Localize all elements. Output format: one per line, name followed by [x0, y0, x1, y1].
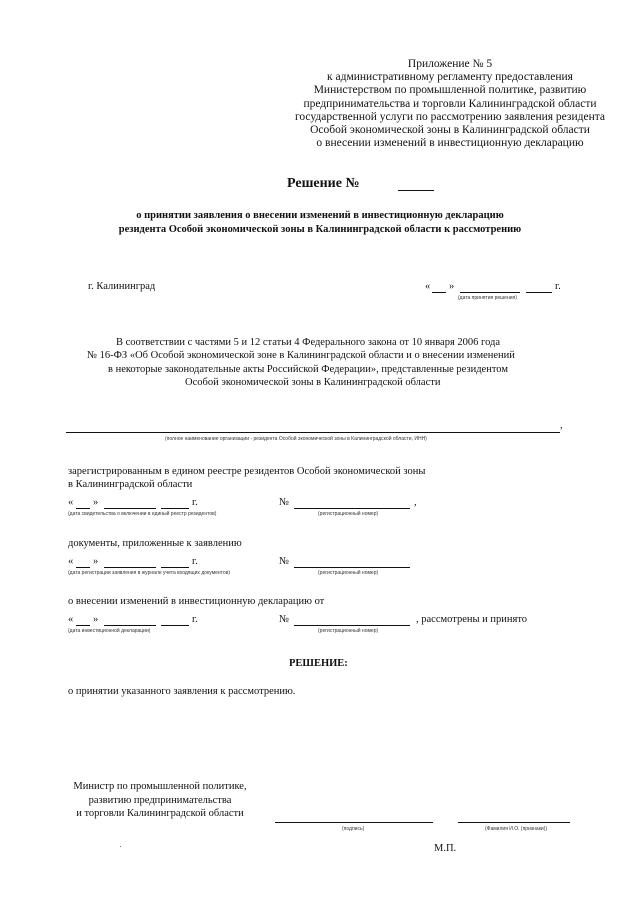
appendix-header: [270, 58, 630, 150]
date-quote-open: «: [425, 281, 431, 292]
documents-date-caption: (дата регистрации заявления в журнале учета входящих документов): [68, 570, 231, 576]
registered-number-sign: №: [279, 497, 290, 508]
title-number-line: [398, 190, 434, 191]
signature-line-2: развитию предпринимательства: [88, 794, 232, 806]
city: г. Калининград: [88, 281, 156, 292]
name-line: [458, 822, 570, 823]
declaration-quote-close: »: [93, 614, 99, 625]
stamp-label: М.П.: [434, 843, 457, 854]
date-year-suffix: г.: [555, 281, 561, 292]
resident-name-line: [66, 432, 560, 433]
declaration-line-1: о внесении изменений в инвестиционную декларацию от: [68, 596, 325, 607]
documents-line-1: документы, приложенные к заявлению: [68, 538, 242, 549]
declaration-number-line: [294, 625, 410, 626]
declaration-number-sign: №: [279, 614, 290, 625]
intro-line-1: В соответствии с частями 5 и 12 статьи 4 Федерального закона от 10 января 2006 года: [116, 337, 501, 348]
documents-quote-open: «: [68, 556, 74, 567]
signature-line-3: и торговли Калининградской области: [76, 808, 244, 819]
documents-number-sign: №: [279, 556, 290, 567]
signature-line-1: Министр по промышленной политике,: [73, 781, 247, 792]
declaration-year-line: [161, 625, 189, 626]
registered-comma: ,: [414, 497, 417, 508]
declaration-quote-open: «: [68, 614, 74, 625]
declaration-year-suffix: г.: [192, 614, 198, 625]
registered-quote-close: »: [93, 497, 99, 508]
registered-day-line: [76, 508, 90, 509]
declaration-date-caption: (дата инвестиционной декларации): [68, 628, 151, 634]
registered-year-suffix: г.: [192, 497, 198, 508]
declaration-number-caption: (регистрационный номер): [318, 628, 379, 634]
registered-date-caption: (дата свидетельства о включении в единый реестр резидентов): [68, 511, 217, 517]
documents-quote-close: »: [93, 556, 99, 567]
appendix-line: предпринимательства и торговли Калининградской области: [303, 97, 597, 110]
signature-line: [275, 822, 433, 823]
appendix-line: государственной услуги по рассмотрению заявления резидента: [294, 110, 606, 123]
documents-year-suffix: г.: [192, 556, 198, 567]
declaration-day-line: [76, 625, 90, 626]
documents-year-line: [161, 567, 189, 568]
subtitle-line-1: о принятии заявления о внесении изменений в инвестиционную декларацию: [136, 210, 504, 221]
intro-line-2: № 16-ФЗ «Об Особой экономической зоне в Калининградской области и о внесении изменений: [87, 350, 515, 361]
name-caption: (Фамилия И.О. (признаки)): [485, 826, 548, 832]
documents-day-line: [76, 567, 90, 568]
documents-number-line: [294, 567, 410, 568]
subtitle-line-2: резидента Особой экономической зоны в Калининградской области к рассмотрению: [118, 224, 522, 235]
document-title: Решение №: [287, 176, 360, 191]
declaration-tail: , рассмотрены и принято: [416, 614, 528, 625]
appendix-line: Приложение № 5: [407, 58, 493, 70]
decision-heading: РЕШЕНИЕ:: [289, 658, 348, 669]
declaration-month-line: [104, 625, 156, 626]
intro-line-4: Особой экономической зоны в Калининградской области: [185, 377, 441, 388]
registered-line-2: в Калининградской области: [68, 479, 193, 490]
date-year-line: [526, 292, 552, 293]
date-day-line: [432, 292, 446, 293]
decision-text: о принятии указанного заявления к рассмотрению.: [68, 686, 296, 697]
appendix-line: Министерством по промышленной политике, развитию: [313, 84, 587, 97]
registered-month-line: [104, 508, 156, 509]
appendix-line: Особой экономической зоны в Калининградской области: [310, 124, 590, 137]
registered-quote-open: «: [68, 497, 74, 508]
date-quote-close: »: [449, 281, 455, 292]
signature-title: [60, 780, 260, 821]
registered-number-line: [294, 508, 410, 509]
stamp-dot: [120, 846, 121, 847]
appendix-line: о внесении изменений в инвестиционную декларацию: [316, 137, 584, 150]
documents-month-line: [104, 567, 156, 568]
resident-caption: (полное наименование организации - резидента Особой экономической зоны в Калининградской области, ИНН): [165, 436, 427, 442]
documents-number-caption: (регистрационный номер): [318, 570, 379, 576]
registered-line-1: зарегистрированным в едином реестре резидентов Особой экономической зоны: [68, 466, 426, 477]
date-caption: (дата принятия решения): [458, 295, 517, 301]
resident-comma: ,: [560, 420, 563, 431]
intro-line-3: в некоторые законодательные акты Российской Федерации», представленные резидентом: [108, 364, 508, 375]
registered-year-line: [161, 508, 189, 509]
signature-caption: (подпись): [342, 826, 365, 832]
registered-number-caption: (регистрационный номер): [318, 511, 379, 517]
date-month-line: [460, 292, 520, 293]
appendix-line: к административному регламенту предоставления: [327, 71, 573, 84]
